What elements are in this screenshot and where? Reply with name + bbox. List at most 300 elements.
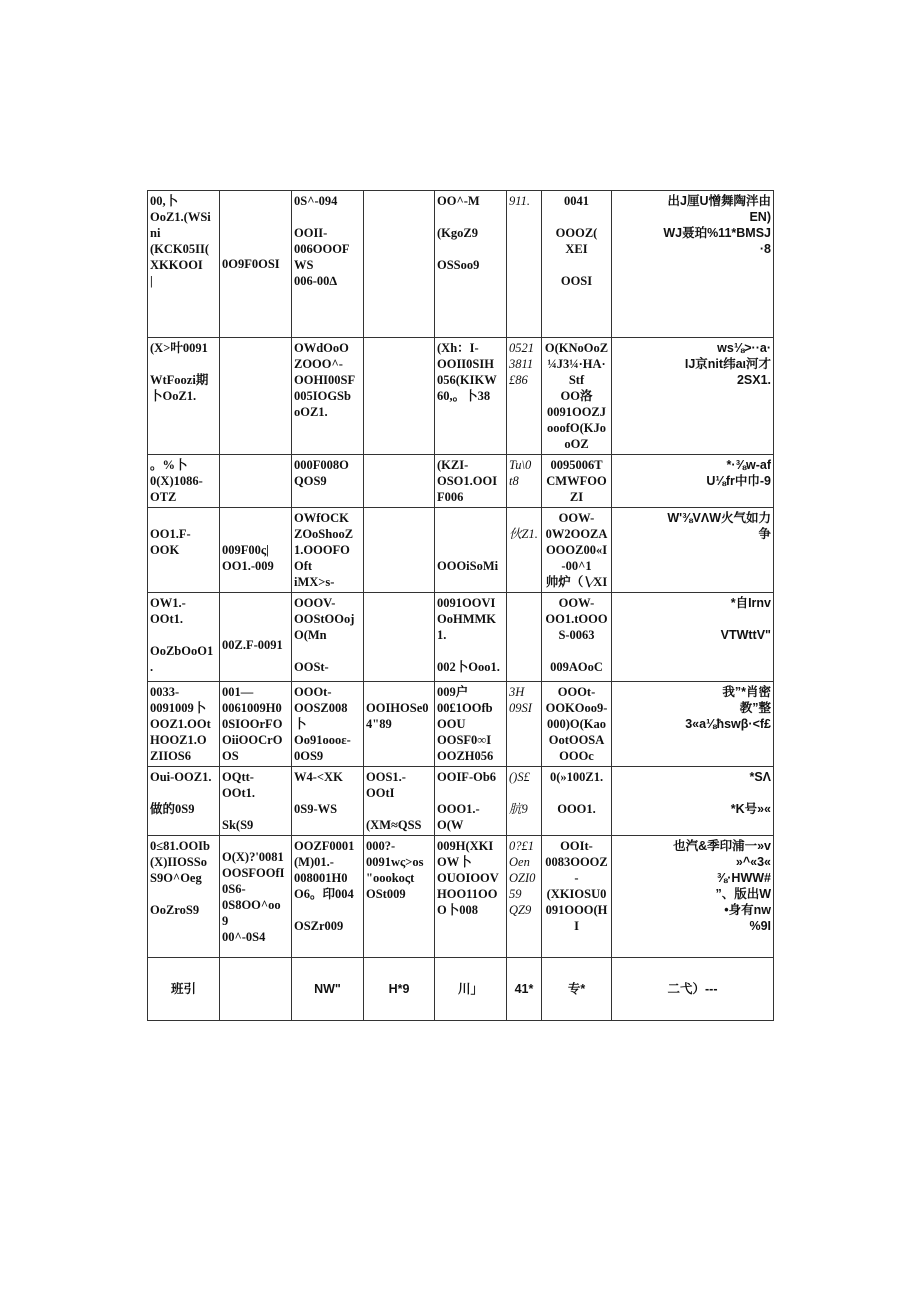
- table-cell-r2-c5: [507, 455, 542, 508]
- cell-text-line: [614, 785, 771, 801]
- cell-text-line: 000)O(Kao: [546, 717, 607, 731]
- table-cell-r6-c4: [435, 767, 507, 836]
- cell-text-line: (Xh：I-: [437, 341, 479, 355]
- table-cell-r5-c2: [292, 682, 364, 767]
- cell-text-line: HOOZ1.O: [150, 733, 207, 747]
- cell-text-line: HOO11OO: [437, 887, 498, 901]
- cell-text-line: 1.: [437, 628, 447, 642]
- cell-text-line: 教”整: [739, 701, 771, 715]
- table-cell-r4-c0: [148, 593, 220, 682]
- cell-text-line: [437, 209, 504, 225]
- table-cell-r8-c4: [435, 958, 507, 1021]
- table-cell-r4-c7: [612, 593, 774, 682]
- table-cell-r5-c6: [542, 682, 612, 767]
- cell-text-line: OOII-: [294, 226, 328, 240]
- cell-text-line: 056(KIKW: [437, 373, 497, 387]
- cell-text-line: OQtt-: [222, 770, 254, 784]
- cell-text-line: [437, 526, 504, 542]
- cell-text-line: *K号»«: [730, 802, 771, 816]
- cell-text-line: 09SI: [509, 701, 532, 715]
- cell-text-line: 0S8OO^oo: [222, 897, 281, 912]
- cell-text-line: OOIt-: [560, 839, 593, 853]
- cell-text-line: 肮9: [509, 802, 528, 816]
- cell-text-line: Sk(S9: [222, 818, 254, 832]
- cell-text-line: [614, 611, 771, 627]
- cell-text-line: 009AOoC: [550, 660, 603, 674]
- cell-text-line: (X>叶0091: [150, 341, 208, 355]
- cell-text-line: oOZ1.: [294, 405, 328, 419]
- cell-text-line: OOSt-: [294, 660, 329, 674]
- cell-text-line: 0091OOVI: [437, 596, 496, 610]
- table-cell-r1-c7: [612, 338, 774, 455]
- table-cell-r2-c3: [364, 455, 435, 508]
- table-row: [148, 836, 774, 958]
- cell-text-line: WJ聂珀%11*BMSJ: [663, 226, 771, 240]
- cell-text-line: 争: [758, 527, 771, 541]
- cell-text-line: 0O9F0OSI: [222, 257, 280, 271]
- cell-text-line: OOK: [150, 543, 180, 557]
- cell-text-line: QZ9: [509, 903, 532, 917]
- cell-text-line: (XM≈QSS: [366, 818, 422, 832]
- table-cell-r8-c1: [220, 958, 292, 1021]
- table-row: [148, 767, 774, 836]
- cell-text-line: [366, 801, 432, 817]
- cell-text-line: (KZI-: [437, 458, 469, 472]
- cell-text-line: OoZroS9: [150, 903, 200, 917]
- cell-text-line: OSO1.OOI: [437, 474, 498, 488]
- cell-text-line: OUOIOOV: [437, 871, 499, 885]
- cell-text-line: 0?£1: [509, 839, 534, 853]
- cell-text-line: *·⅜w-af: [726, 458, 771, 472]
- cell-text-line: 0041: [564, 194, 589, 208]
- cell-text-line: 00£1OOfb: [437, 701, 493, 715]
- cell-text-line: 0W2OOZA: [545, 527, 608, 541]
- cell-text-line: (X)IIOSSo: [150, 855, 207, 869]
- cell-text-line: 00^-0S4: [222, 929, 266, 944]
- cell-text-line: 做的0S9: [150, 802, 195, 816]
- cell-text-line: (M)01.-: [294, 855, 334, 869]
- cell-text-line: 0061009H0: [222, 701, 282, 715]
- cell-text-line: H*9: [388, 982, 410, 996]
- cell-text-line: 001—: [222, 685, 254, 699]
- cell-text-line: -: [574, 871, 579, 885]
- cell-text-line: .: [150, 660, 154, 674]
- table-cell-r5-c7: [612, 682, 774, 767]
- cell-text-line: ·8: [759, 242, 771, 256]
- cell-text-line: O6。印004: [294, 887, 354, 901]
- cell-text-line: OoHMMK: [437, 612, 497, 626]
- cell-text-line: 005IOGSb: [294, 389, 351, 403]
- cell-text-line: OOII0SIH: [437, 357, 494, 371]
- table-cell-r7-c2: [292, 836, 364, 958]
- table-row: [148, 593, 774, 682]
- cell-text-line: 006OOOF: [294, 242, 350, 256]
- cell-text-line: 川」: [457, 982, 483, 996]
- cell-text-line: WS: [294, 258, 314, 272]
- cell-text-line: OOOiSoMi: [437, 559, 499, 573]
- cell-text-line: OOS1.-: [366, 770, 406, 784]
- table-cell-r0-c0: [148, 191, 220, 338]
- cell-text-line: [366, 340, 432, 356]
- cell-text-line: ooofO(KJo: [546, 421, 607, 435]
- table-row: [148, 455, 774, 508]
- cell-text-line: OotOOSA: [548, 733, 605, 747]
- cell-text-line: [366, 457, 432, 473]
- table-cell-r0-c6: [542, 191, 612, 338]
- cell-text-line: S-0063: [558, 628, 595, 642]
- cell-text-line: 专*: [567, 982, 586, 996]
- cell-text-line: 0033-: [150, 685, 180, 699]
- table-cell-r4-c5: [507, 593, 542, 682]
- cell-text-line: VTWttV": [720, 628, 771, 642]
- cell-text-line: 帅炉（∖∕XI: [545, 575, 608, 589]
- cell-text-line: 0091009卜: [150, 701, 207, 715]
- table-cell-r2-c0: [148, 455, 220, 508]
- cell-text-line: *自Irnv: [730, 596, 771, 610]
- cell-text-line: Tu\0: [509, 458, 532, 472]
- cell-text-line: [294, 785, 361, 801]
- cell-text-line: [150, 356, 217, 372]
- cell-text-line: [544, 209, 609, 225]
- cell-text-line: ws⅛>··a·: [717, 341, 771, 355]
- cell-text-line: 002卜Ooo1.: [437, 660, 500, 674]
- cell-text-line: OOZ1.OOt: [150, 717, 211, 731]
- cell-text-line: OOSFOOfI: [222, 865, 285, 880]
- cell-text-line: 009H(XKI: [437, 839, 494, 853]
- table-cell-r0-c2: [292, 191, 364, 338]
- table-cell-r6-c3: [364, 767, 435, 836]
- table-cell-r8-c0: [148, 958, 220, 1021]
- cell-text-line: OoZ1.(WSi: [150, 210, 211, 224]
- cell-text-line: OOO1.-: [437, 802, 480, 816]
- cell-text-line: OOSI: [560, 274, 593, 288]
- cell-text-line: OOIF-Ob6: [437, 770, 497, 784]
- cell-text-line: OWfOCK: [294, 511, 349, 525]
- cell-text-line: IJ京nit纬aι河才: [684, 357, 771, 371]
- table-cell-r5-c0: [148, 682, 220, 767]
- cell-text-line: 也汽&季印浦一»v: [673, 839, 771, 853]
- cell-text-line: [222, 473, 289, 489]
- cell-text-line: 911.: [509, 194, 530, 208]
- cell-text-line: OOOV-: [294, 596, 336, 610]
- table-cell-r6-c1: [220, 767, 292, 836]
- table-cell-r3-c4: [435, 508, 507, 593]
- cell-text-line: [509, 595, 539, 611]
- cell-text-line: OOIHOSe0: [366, 701, 429, 715]
- cell-text-line: ZIIOS6: [150, 749, 191, 763]
- cell-text-line: 00Z.F-0091: [222, 638, 283, 652]
- cell-text-line: 3«a⅛ħswβ·<f£: [685, 717, 771, 731]
- cell-text-line: 41*: [514, 982, 534, 996]
- cell-text-line: ⅜·HWW#: [716, 871, 771, 885]
- cell-text-line: [437, 785, 504, 801]
- cell-text-line: "oookoςt: [366, 871, 415, 885]
- table-cell-r0-c3: [364, 191, 435, 338]
- cell-text-line: OSZr009: [294, 919, 344, 933]
- cell-text-line: 出J厘U憎舞陶泮由: [667, 194, 771, 208]
- cell-text-line: iMX>s-: [294, 575, 335, 589]
- table-cell-r1-c6: [542, 338, 612, 455]
- table-cell-r4-c1: [220, 593, 292, 682]
- cell-text-line: [509, 785, 539, 801]
- cell-text-line: 0091wς>os: [366, 855, 424, 869]
- table-cell-r6-c6: [542, 767, 612, 836]
- cell-text-line: -00^1: [561, 559, 592, 573]
- cell-text-line: [544, 643, 609, 659]
- cell-text-line: I: [574, 919, 579, 933]
- table-cell-r3-c0: [148, 508, 220, 593]
- cell-text-line: 0091OOZJ: [546, 405, 607, 419]
- cell-text-line: Oft: [294, 559, 313, 573]
- cell-text-line: *SΛ: [749, 770, 771, 784]
- table-body: [148, 191, 774, 1021]
- table-row: [148, 338, 774, 455]
- cell-text-line: Oui-OOZ1.: [150, 770, 212, 784]
- cell-text-line: oOZ: [564, 437, 589, 451]
- cell-text-line: XEI: [565, 242, 588, 256]
- table-cell-r7-c3: [364, 836, 435, 958]
- table-cell-r5-c5: [507, 682, 542, 767]
- cell-text-line: O(KNoOoZ¼J3¼·HA·Stf: [544, 341, 609, 387]
- cell-text-line: 000?-: [366, 839, 396, 853]
- table-cell-r0-c1: [220, 191, 292, 338]
- table-cell-r0-c5: [507, 191, 542, 338]
- cell-text-line: [437, 510, 504, 526]
- cell-text-line: 3H: [509, 685, 525, 699]
- cell-text-line: XKKOOI: [150, 258, 203, 272]
- table-cell-r1-c1: [220, 338, 292, 455]
- table-cell-r8-c2: [292, 958, 364, 1021]
- table-cell-r3-c3: [364, 508, 435, 593]
- cell-text-line: [222, 981, 289, 997]
- cell-text-line: 4"89: [366, 717, 392, 731]
- cell-text-line: 。%卜: [150, 458, 188, 472]
- cell-text-line: OOt1.: [150, 612, 183, 626]
- cell-text-line: OOHI00SF: [294, 373, 356, 387]
- cell-text-line: 000F008O: [294, 458, 349, 472]
- cell-text-line: ZI: [569, 490, 584, 504]
- cell-text-line: [366, 510, 432, 526]
- cell-text-line: O(X)?'0081: [222, 849, 284, 864]
- table-cell-r7-c6: [542, 836, 612, 958]
- table-cell-r1-c5: [507, 338, 542, 455]
- cell-text-line: OOSZ008: [294, 701, 348, 715]
- table-cell-r3-c6: [542, 508, 612, 593]
- cell-text-line: OZI0: [509, 871, 536, 885]
- document-table: [147, 190, 774, 1021]
- cell-text-line: 0S6-: [222, 881, 246, 896]
- table-cell-r2-c2: [292, 455, 364, 508]
- cell-text-line: EN): [749, 210, 771, 224]
- cell-text-line: £86: [509, 373, 528, 387]
- cell-text-line: O(Mn: [294, 628, 327, 642]
- cell-text-line: 0083OOOZ: [545, 855, 608, 869]
- table-row: [148, 958, 774, 1021]
- cell-text-line: 卜: [294, 717, 307, 731]
- cell-text-line: OOO1.: [557, 802, 596, 816]
- cell-text-line: OOOZ(: [555, 226, 598, 240]
- cell-text-line: OOtI: [366, 786, 395, 800]
- table-cell-r5-c4: [435, 682, 507, 767]
- cell-text-line: 伙Z1.: [509, 527, 538, 541]
- cell-text-line: U⅛fr中巾-9: [706, 474, 771, 488]
- cell-text-line: 0SIOOrFO: [222, 717, 283, 731]
- table-cell-r6-c2: [292, 767, 364, 836]
- cell-text-line: 我”*肖密: [722, 685, 771, 699]
- cell-text-line: [150, 785, 217, 801]
- cell-text-line: (KCK05II(: [150, 242, 210, 256]
- cell-text-line: [294, 209, 361, 225]
- cell-text-line: 0095006T: [550, 458, 603, 472]
- cell-text-line: W'⅜VΛW火气如力: [667, 511, 771, 525]
- cell-text-line: 1.OOOFO: [294, 543, 350, 557]
- cell-text-line: 0(»100Z1.: [549, 770, 604, 784]
- table-cell-r3-c2: [292, 508, 364, 593]
- cell-text-line: OOU: [437, 717, 466, 731]
- cell-text-line: S9O^Oeg: [150, 871, 202, 885]
- table-cell-r7-c7: [612, 836, 774, 958]
- cell-text-line: OOStOOoj: [294, 612, 355, 626]
- table-cell-r6-c7: [612, 767, 774, 836]
- cell-text-line: [437, 643, 504, 659]
- table-cell-r7-c5: [507, 836, 542, 958]
- table-cell-r8-c7: [612, 958, 774, 1021]
- cell-text-line: 3811: [509, 357, 534, 371]
- table-cell-r3-c1: [220, 508, 292, 593]
- cell-text-line: %9I: [749, 919, 771, 933]
- table-cell-r1-c0: [148, 338, 220, 455]
- table-row: [148, 682, 774, 767]
- cell-text-line: OOOc: [559, 749, 594, 763]
- cell-text-line: OOOt-: [294, 685, 332, 699]
- cell-text-line: ni: [150, 226, 161, 240]
- cell-text-line: NW": [314, 982, 341, 996]
- cell-text-line: 0521: [509, 341, 534, 355]
- table-cell-r4-c2: [292, 593, 364, 682]
- table-row: [148, 191, 774, 338]
- cell-text-line: 2SX1.: [736, 373, 771, 387]
- cell-text-line: »^«3«: [735, 855, 771, 869]
- table-cell-r7-c4: [435, 836, 507, 958]
- cell-text-line: OO1.tOOO: [545, 612, 608, 626]
- cell-text-line: [544, 257, 609, 273]
- cell-text-line: 二弋）---: [667, 982, 718, 996]
- cell-text-line: OTZ: [150, 490, 177, 504]
- table-cell-r1-c4: [435, 338, 507, 455]
- table-cell-r4-c3: [364, 593, 435, 682]
- cell-text-line: [366, 595, 432, 611]
- cell-text-line: 00,卜: [150, 194, 179, 208]
- table-cell-r8-c5: [507, 958, 542, 1021]
- cell-text-line: F006: [437, 490, 464, 504]
- cell-text-line: ZOoShooZ: [294, 527, 354, 541]
- cell-text-line: WtFoozi期: [150, 373, 209, 387]
- table-cell-r8-c3: [364, 958, 435, 1021]
- cell-text-line: [222, 621, 289, 637]
- cell-text-line: O(W: [437, 818, 464, 832]
- cell-text-line: [366, 193, 432, 209]
- cell-text-line: 0S9-WS: [294, 802, 338, 816]
- table-row: [148, 508, 774, 593]
- table-cell-r4-c6: [542, 593, 612, 682]
- table-cell-r5-c3: [364, 682, 435, 767]
- cell-text-line: OS: [222, 749, 239, 763]
- cell-text-line: OWdOoO: [294, 341, 349, 355]
- table-cell-r2-c6: [542, 455, 612, 508]
- cell-text-line: OSSoo9: [437, 258, 480, 272]
- cell-text-line: OOSF0∞I: [437, 733, 492, 747]
- cell-text-line: CMWFOO: [546, 474, 607, 488]
- table-cell-r5-c1: [220, 682, 292, 767]
- cell-text-line: OOOt-: [557, 685, 596, 699]
- cell-text-line: |: [150, 274, 153, 288]
- cell-text-line: OO1.F-: [150, 527, 191, 541]
- cell-text-line: 006-00∆: [294, 274, 338, 288]
- cell-text-line: OOKOoo9-: [545, 701, 608, 715]
- cell-text-line: [544, 785, 609, 801]
- cell-text-line: OW卜: [437, 855, 472, 869]
- cell-text-line: [437, 241, 504, 257]
- cell-text-line: ()S£: [509, 770, 530, 784]
- cell-text-line: [150, 886, 217, 902]
- table-cell-r7-c0: [148, 836, 220, 958]
- cell-text-line: 008001H0: [294, 871, 348, 885]
- cell-text-line: 59: [509, 887, 522, 901]
- cell-text-line: 0OS9: [294, 749, 324, 763]
- cell-text-line: ”、版出W: [715, 887, 771, 901]
- cell-text-line: 0≤81.OOIb: [150, 839, 210, 853]
- cell-text-line: O卜008: [437, 903, 478, 917]
- cell-text-line: [366, 684, 432, 700]
- cell-text-line: OiiOOCrO: [222, 733, 283, 747]
- cell-text-line: t8: [509, 474, 519, 488]
- cell-text-line: [222, 801, 289, 817]
- cell-text-line: OOZH056: [437, 749, 494, 763]
- cell-text-line: OOZF0001: [294, 839, 355, 853]
- cell-text-line: OW1.-: [150, 596, 186, 610]
- table-cell-r3-c7: [612, 508, 774, 593]
- table-cell-r2-c1: [220, 455, 292, 508]
- table-cell-r1-c2: [292, 338, 364, 455]
- cell-text-line: [294, 902, 361, 918]
- cell-text-line: [509, 510, 539, 526]
- table-cell-r0-c7: [612, 191, 774, 338]
- cell-text-line: OOW-: [558, 596, 595, 610]
- cell-text-line: 0(X)1086-: [150, 474, 203, 488]
- table-cell-r7-c1: [220, 836, 292, 958]
- cell-text-line: OO洛: [560, 389, 593, 403]
- cell-text-line: 9: [222, 913, 229, 928]
- table-cell-r6-c0: [148, 767, 220, 836]
- cell-text-line: OoZbOoO1: [150, 644, 214, 658]
- cell-text-line: [150, 510, 217, 526]
- cell-text-line: [222, 388, 289, 404]
- cell-text-line: QOS9: [294, 474, 327, 488]
- cell-text-line: [437, 542, 504, 558]
- cell-text-line: 0S^-094: [294, 194, 338, 208]
- cell-text-line: Oen: [509, 855, 530, 869]
- cell-text-line: OO1.-009: [222, 559, 274, 573]
- cell-text-line: OOt1.: [222, 786, 255, 800]
- table-cell-r6-c5: [507, 767, 542, 836]
- cell-text-line: OO^-M: [437, 194, 480, 208]
- cell-text-line: 60,。卜38: [437, 389, 491, 403]
- cell-text-line: [150, 627, 217, 643]
- table-cell-r1-c3: [364, 338, 435, 455]
- cell-text-line: OOW-: [558, 511, 595, 525]
- cell-text-line: 卜OoZ1.: [150, 389, 197, 403]
- table-cell-r3-c5: [507, 508, 542, 593]
